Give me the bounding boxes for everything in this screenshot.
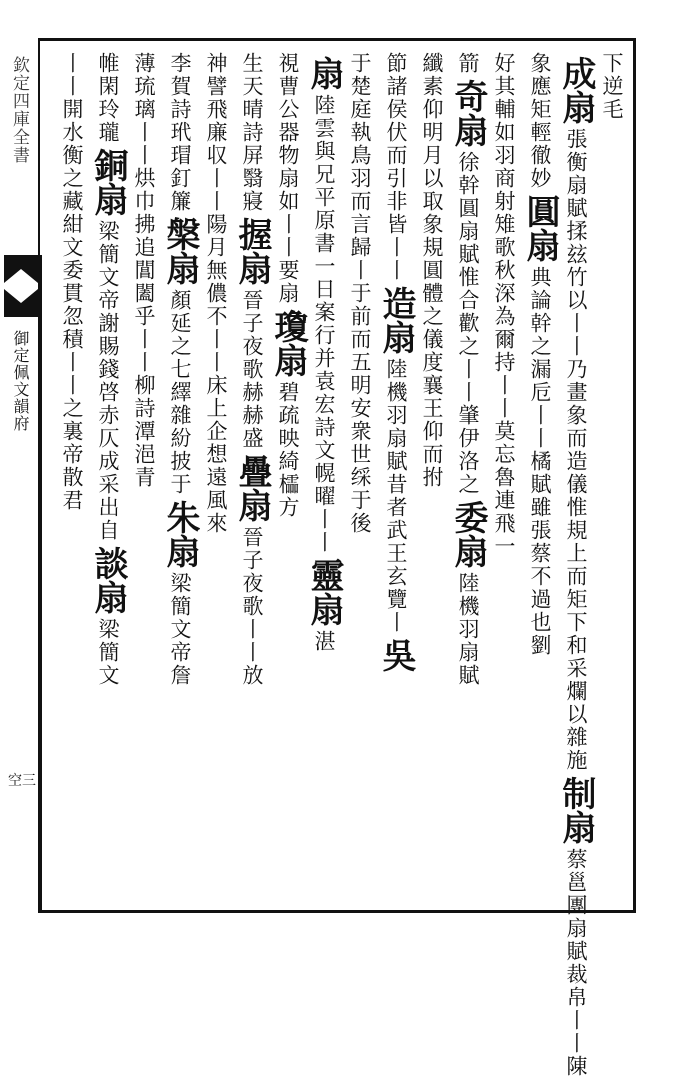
text-segment: 晉子夜歌赫赫盛 — [240, 289, 264, 450]
text-segment: 蔡邕團扇賦裁帛丨丨陳 — [564, 848, 588, 1078]
entry-heading: 槃扇 — [160, 217, 200, 285]
text-segment: 陸機羽扇賦昔者武王玄覽丨 — [384, 358, 408, 634]
text-column — [484, 52, 524, 906]
text-segment: 箭 — [456, 52, 480, 75]
text-segment: 晉子夜歌丨丨放 — [240, 526, 264, 687]
text-segment: 李賀詩玳瑁釘簾 — [168, 52, 192, 213]
text-column — [160, 52, 200, 906]
book-title: 御定佩文韻府 — [11, 330, 30, 432]
text-segment: 徐幹圓扇賦惟合歡之丨丨肇伊洛之 — [456, 151, 480, 496]
text-segment: 碧疏映綺櫺 — [276, 381, 300, 496]
text-segment: 典論幹之漏卮丨丨橘賦雖張蔡不過也劉 — [528, 266, 552, 657]
entry-heading: 談扇 — [88, 546, 128, 614]
library-collection-title: 欽定四庫全書 — [9, 56, 29, 164]
text-segment: 生天晴詩屏翳寢 — [240, 52, 264, 213]
entry-heading: 銅扇 — [88, 148, 128, 216]
text-segment: 視曹公器物扇如丨丨要扇 — [276, 52, 300, 305]
text-segment: 方 — [276, 496, 300, 519]
text-segment: 于楚庭執鳥羽而言歸 — [348, 52, 372, 259]
text-segment: 丨丨開 — [60, 52, 84, 121]
entry-heading: 瓊扇 — [268, 309, 308, 377]
text-column — [412, 52, 452, 906]
text-column — [268, 52, 308, 906]
text-segment: 顏延之七繹雜紛披于 — [168, 289, 192, 496]
text-column — [196, 52, 236, 906]
entry-heading: 握扇 — [232, 217, 272, 285]
text-segment: 神譬飛廉収丨丨 — [204, 52, 228, 213]
entry-heading: 造扇 — [376, 286, 416, 354]
text-segment: 巾拂追閶闔乎丨丨 — [132, 190, 156, 374]
text-segment: 商射雉歌秋深為爾持丨丨莫忘魯連飛一 — [492, 167, 516, 558]
frame-right-rule — [633, 38, 636, 913]
text-segment: 床上企想遠風來 — [204, 374, 228, 535]
text-segment: 水衡之藏紺文委貫忽積丨丨之裏 — [60, 121, 84, 443]
text-segment: 張衡扇賦揉玆竹以丨丨乃畫象而造儀惟規上而矩下和采爛以雜施 — [564, 128, 588, 772]
entry-heading: 扇 — [304, 56, 344, 90]
text-column — [376, 52, 416, 906]
text-segment: 下逆毛 — [600, 52, 624, 121]
text-segment: 帝散君 — [60, 443, 84, 512]
text-segment: 象應矩輕徹妙 — [528, 52, 552, 190]
text-column — [232, 52, 272, 906]
text-segment: 陸雲與兄平原書一日案行并 — [312, 94, 336, 370]
entry-heading: 制扇 — [556, 776, 596, 844]
margin-left-rule — [40, 255, 42, 913]
text-segment: 好其輔如羽 — [492, 52, 516, 167]
text-segment: 袁宏詩文幌曜丨丨 — [312, 370, 336, 554]
text-column — [304, 52, 344, 906]
text-segment: 陸機羽扇賦 — [456, 572, 480, 687]
text-column — [556, 52, 596, 1078]
entry-heading: 靈扇 — [304, 558, 344, 626]
text-column — [52, 52, 92, 906]
text-segment: 梁簡文帝詹 — [168, 572, 192, 687]
entry-heading: 委扇 — [448, 500, 488, 568]
text-segment: 丨于前而五明安衆世䌽于後 — [348, 259, 372, 535]
text-column — [592, 52, 632, 906]
text-segment: 梁簡文 — [96, 618, 120, 687]
text-segment: 梁簡文帝謝賜錢啓赤仄成采出自 — [96, 220, 120, 542]
frame-bottom-rule — [38, 910, 636, 913]
text-column — [88, 52, 128, 906]
text-column — [448, 52, 488, 906]
page-number: 空三 — [8, 773, 36, 789]
text-column — [124, 52, 164, 906]
entry-heading: 奇扇 — [448, 79, 488, 147]
text-column — [520, 52, 560, 906]
entry-heading: 圓扇 — [520, 194, 560, 262]
text-column — [340, 52, 380, 906]
text-segment: 陽月無儂不丨丨 — [204, 213, 228, 374]
fish-tail-mark — [4, 255, 38, 317]
text-segment: 薄琉璃丨丨烘 — [132, 52, 156, 190]
text-segment: 湛 — [312, 630, 336, 653]
text-segment: 帷閑玲瓏 — [96, 52, 120, 144]
text-segment: 柳詩潭浥青 — [132, 374, 156, 489]
entry-heading: 朱扇 — [160, 500, 200, 568]
entry-heading: 成扇 — [556, 56, 596, 124]
text-segment: 襄王仰而拊 — [420, 374, 444, 489]
text-segment: 節諸侯伏而引非皆丨丨 — [384, 52, 408, 282]
frame-top-rule — [38, 38, 636, 41]
entry-heading: 吳 — [376, 638, 416, 672]
entry-heading: 疊扇 — [232, 454, 272, 522]
text-segment: 纖素仰明月以取象規圓體之儀度 — [420, 52, 444, 374]
